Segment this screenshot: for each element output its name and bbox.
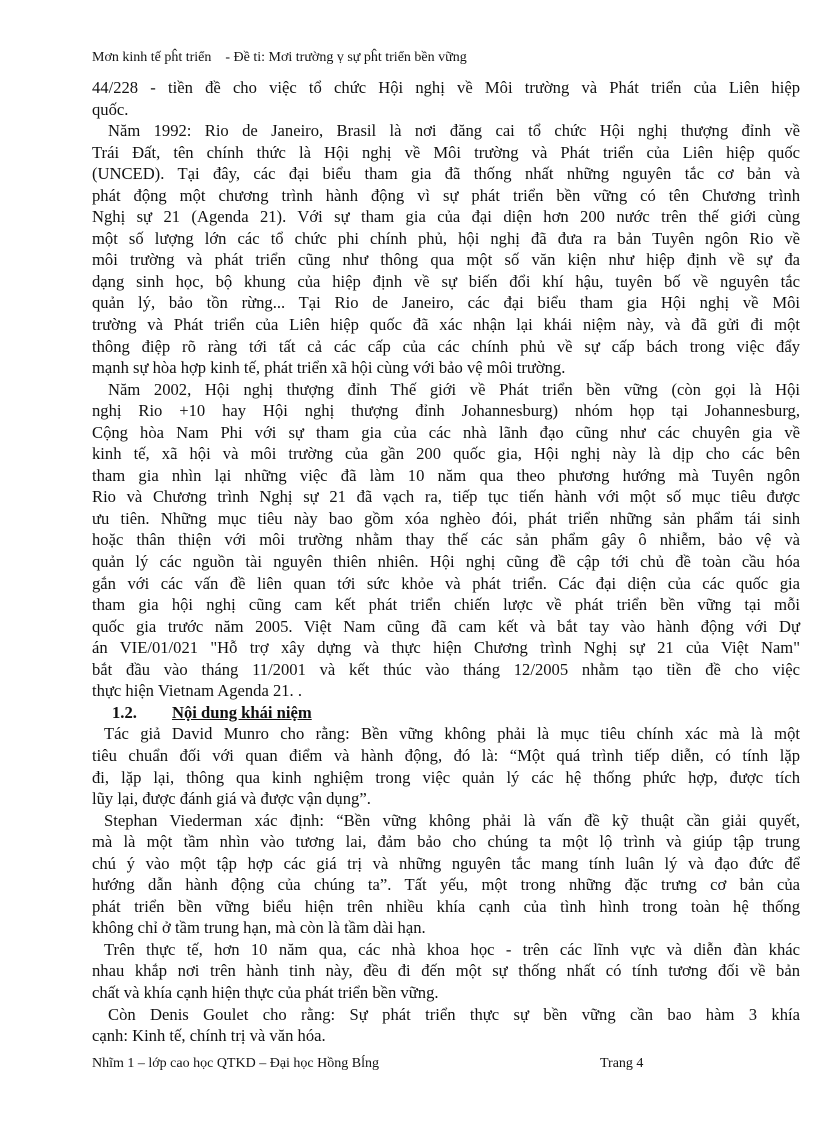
- paragraph: [92, 939, 800, 1004]
- text-line: (UNCED). Tại đây, các đại biểu tham gia đã thống nhất những nguyên tắc cơ bản và: [92, 164, 800, 184]
- text-line: Tác giả David Munro cho rằng: Bền vững không phải là mục tiêu chính xác mà là một: [104, 724, 800, 744]
- text-line: kinh tế, xã hội và môi trường của gần 200 quốc gia, Hội nghị này là dịp cho các bên: [92, 444, 800, 464]
- paragraph: [92, 77, 800, 120]
- text-line: chất và khía cạnh hiện thực của phát triển bền vững.: [92, 982, 439, 1002]
- page-number: Trang 4: [600, 1056, 644, 1071]
- text-line: một số lượng lớn các tổ chức phi chính phủ, hội nghị đã đưa ra bản Tuyên ngôn Rio về: [92, 228, 800, 248]
- text-line: trường và Phát triển của Liên hiệp quốc đã xác nhận lại khái niệm này, và đã gửi đi một: [92, 315, 800, 335]
- section-title: Nội dung khái niệm: [172, 702, 312, 722]
- text-line: nghị Rio +10 hay Hội nghị thượng đỉnh Johannesburg) nhóm họp tại Johannesburg,: [92, 401, 800, 421]
- text-line: nhau khắp nơi trên hành tinh này, đều đi đến một sự thống nhất có tính tương đối về bản: [92, 961, 800, 981]
- text-line: quốc gia trước năm 2005. Việt Nam cũng đã cam kết và bắt tay vào hành động với Dự: [92, 616, 800, 636]
- text-line: phát triển bền vững biểu hiện trên nhiều khía cạnh của tình hình trong toàn hệ thống: [92, 896, 800, 916]
- paragraph: [92, 810, 800, 939]
- paragraph: [92, 723, 800, 809]
- text-line: môi trường và phát triển cũng như thông qua một số văn kiện như hiệp định về sự đa: [92, 250, 800, 270]
- text-line: tham gia hội nghị cũng cam kết phát triển chiến lược về phát triển bền vững tại mỗi: [92, 595, 800, 615]
- text-line: mà là một tầm nhìn vào tương lai, đảm bảo cho chúng ta một lộ trình và giúp tập trung: [92, 832, 800, 852]
- text-line: 44/228 - tiền đề cho việc tổ chức Hội nghị về Môi trường và Phát triển của Liên hiệp: [92, 78, 800, 97]
- text-line: Trên thực tế, hơn 10 năm qua, các nhà khoa học - trên các lĩnh vực và diễn đàn khác: [104, 939, 800, 959]
- section-number: 1.2.: [112, 702, 137, 722]
- text-line: ưu tiên. Những mục tiêu này bao gồm xóa nghèo đói, phát triển những sản phẩm tái sinh: [92, 508, 800, 528]
- text-line: Còn Denis Goulet cho rằng: Sự phát triển thực sự bền vững cần bao hàm 3 khía: [108, 1004, 800, 1024]
- text-line: Stephan Viederman xác định: “Bền vững không phải là vấn đề kỹ thuật cần giải quyết,: [104, 810, 800, 830]
- text-line: Trái Đất, tên chính thức là Hội nghị về Môi trường và Phát triển của Liên hiệp quốc: [92, 142, 800, 162]
- text-line: quản lý các nguồn tài nguyên thiên nhiên. Hội nghị cũng đề cập tới chủ đề toàn cầu hóa: [92, 552, 800, 572]
- paragraph: [92, 1004, 800, 1047]
- text-line: cạnh: Kinh tế, chính trị và văn hóa.: [92, 1026, 326, 1046]
- text-line: chú ý vào một tập hợp các giá trị và những nguyên tắc mang tính luân lý và đạo đức để: [92, 853, 800, 873]
- text-line: tiêu chuẩn đối với quan điểm và hành động, đó là: “Một quá trình tiếp diễn, có tính lặp: [92, 745, 800, 765]
- page-header: Mơn kinh tế pĥt triển - Đề ti: Mơi trường ṿ sự pĥt triển bền vững: [92, 50, 467, 65]
- text-line: hoặc thân thiện với môi trường nhằm thay thế các sản phẩm gây ô nhiễm, bảo vệ và: [92, 530, 800, 550]
- text-line: thực hiện Vietnam Agenda 21. .: [92, 681, 302, 701]
- text-line: không chỉ ở tầm trung hạn, mà còn là tầm dài hạn.: [92, 918, 426, 938]
- text-line: Năm 2002, Hội nghị thượng đỉnh Thế giới về Phát triển bền vững (còn gọi là Hội: [108, 379, 800, 399]
- section-heading: [92, 702, 800, 724]
- paragraphs-after-section: [92, 723, 800, 1046]
- document-body: [92, 77, 800, 1047]
- text-line: tham gia nhìn lại những việc đã làm 10 năm qua theo phương hướng mà Tuyên ngôn: [92, 465, 800, 485]
- paragraphs-before-section: [92, 77, 800, 702]
- text-line: lũy lại, được đánh giá và được vận dụng”.: [92, 789, 371, 809]
- text-line: mạnh sự hòa hợp kinh tế, phát triển xã hội cùng với bảo vệ môi trường.: [92, 358, 566, 378]
- text-line: Cộng hòa Nam Phi với sự tham gia của các nhà lãnh đạo cũng như các chuyên gia về: [92, 422, 800, 442]
- text-line: Nghị sự 21 (Agenda 21). Với sự tham gia của đại diện hơn 200 nước trên thế giới cùng: [92, 207, 800, 227]
- text-line: quản lý, bảo tồn rừng... Tại Rio de Janeiro, các đại biểu tham gia Hội nghị về Môi: [92, 293, 800, 313]
- text-line: hướng dẫn hành động của chúng ta”. Tất yếu, một trong những đặc trưng cơ bản của: [92, 875, 800, 895]
- text-line: quốc.: [92, 99, 129, 119]
- text-line: án VIE/01/021 "Hỗ trợ xây dựng và thực hiện Chương trình Nghị sự 21 của Việt Nam": [92, 638, 800, 658]
- text-line: dạng sinh học, bộ khung của hiệp định về sự biến đổi khí hậu, tuyên bố về nguyên tắc: [92, 271, 800, 291]
- text-line: bắt đầu vào tháng 11/2001 và kết thúc vào tháng 12/2005 nhằm tạo tiền đề cho việc: [92, 659, 800, 679]
- text-line: thông điệp rõ ràng tới tất cả các cấp của các chính phủ về sự cấp bách trong việc đẩy: [92, 336, 800, 356]
- text-line: phát động một chương trình hành động vì sự phát triển bền vững có tên Chương trình: [92, 185, 800, 205]
- paragraph: [92, 379, 800, 702]
- paragraph: [92, 120, 800, 379]
- text-line: Rio và Chương trình Nghị sự 21 đã vạch ra, tiếp tục tiến hành với một số mục tiêu được: [92, 487, 800, 507]
- text-line: đi, lặp lại, thông qua kinh nghiệm trong việc quản lý các hệ thống phức hợp, được tích: [92, 767, 800, 787]
- footer-text: Nhĩm 1 – lớp cao học QTKD – Đại học Hồng Bĺng: [92, 1056, 379, 1071]
- text-line: Năm 1992: Rio de Janeiro, Brasil là nơi đăng cai tổ chức Hội nghị thượng đỉnh về: [108, 121, 800, 141]
- text-line: gắn với các vấn đề liên quan tới sức khỏe và phát triển. Các đại diện của các quốc gia: [92, 573, 800, 593]
- page-footer: [92, 1056, 712, 1072]
